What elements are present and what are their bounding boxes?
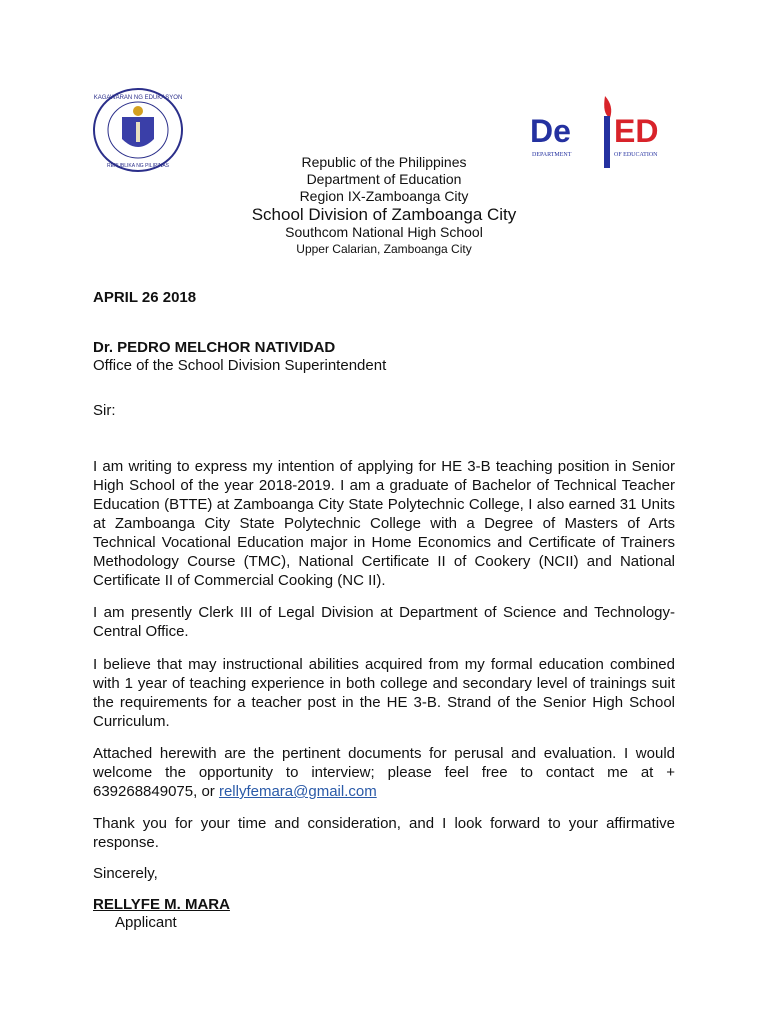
svg-text:DEPARTMENT: DEPARTMENT: [532, 152, 572, 158]
closing: Sincerely,: [93, 865, 158, 882]
header-region: Region IX-Zamboanga City: [299, 188, 469, 204]
signatory-name: RELLYFE M. MARA: [93, 896, 230, 913]
letter-date: APRIL 26 2018: [93, 289, 197, 306]
recipient-name: Dr. PEDRO MELCHOR NATIVIDAD: [93, 339, 336, 356]
svg-text:KAGAWARAN NG EDUKASYON: KAGAWARAN NG EDUKASYON: [93, 95, 183, 101]
paragraph-qualifications: I believe that may instructional abilities acquired from my formal education combined with 1 year of teaching experience in both college and secondary level of trainings suit the requirements for a teacher post in the HE 3-B. Strand of the Senior High School Curriculum.: [93, 656, 675, 730]
email-link[interactable]: rellyfemara@gmail.com: [218, 783, 377, 800]
svg-text:ED: ED: [614, 113, 659, 149]
svg-text:REPUBLIKA NG PILIPINAS: REPUBLIKA NG PILIPINAS: [107, 163, 169, 169]
svg-text:De: De: [530, 113, 571, 149]
paragraph-thanks: Thank you for your time and consideration, and I look forward to your affirmative response.: [93, 815, 675, 851]
signatory-title: Applicant: [115, 914, 177, 931]
header-department: Department of Education: [306, 171, 462, 187]
paragraph-current-position: I am presently Clerk III of Legal Division at Department of Science and Technology-Central Office.: [93, 604, 675, 640]
paragraph-contact: [93, 744, 675, 801]
recipient-office: Office of the School Division Superintendent: [93, 357, 387, 374]
contact-text: Attached herewith are the pertinent documents for perusal and evaluation. I would welcome the opportunity to interview; please feel free to contact me at + 639268849075, or: [93, 745, 675, 800]
header-division: School Division of Zamboanga City: [251, 205, 517, 224]
svg-text:OF EDUCATION: OF EDUCATION: [614, 152, 658, 158]
paragraph-intro: I am writing to express my intention of applying for HE 3-B teaching position in Senior High School of the year 2018-2019. I am a graduate of Bachelor of Technical Teacher Education (BTTE) at Zamboanga City State Polytechnic College, I also earned 31 Units at Zamboanga City State Polytechnic College with a Degree of Masters of Arts Technical Vocational Education major in Home Economics and Certificate of Trainers Methodology Course (TMC), National Certificate II of Cookery (NCII) and National Certificate II of Commercial Cooking (NC II).: [93, 458, 675, 589]
header-republic: Republic of the Philippines: [301, 154, 467, 170]
header-school: Southcom National High School: [285, 224, 483, 240]
salutation: Sir:: [93, 402, 116, 419]
header-address: Upper Calarian, Zamboanga City: [296, 242, 472, 256]
